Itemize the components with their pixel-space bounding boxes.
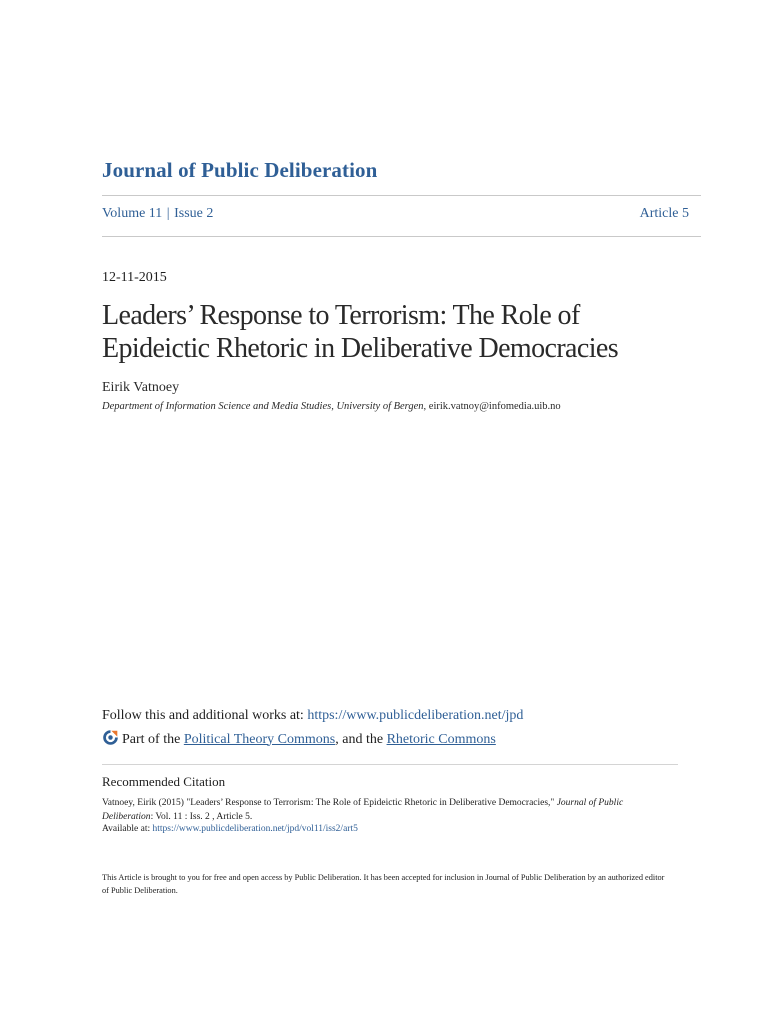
journal-url-link[interactable]: https://www.publicdeliberation.net/jpd [307, 708, 524, 723]
article-title-line-2: Epideictic Rhetoric in Deliberative Democracies [102, 333, 619, 364]
digital-commons-icon [102, 729, 119, 746]
rhetoric-commons-link[interactable]: Rhetoric Commons [386, 731, 496, 747]
political-theory-commons-link[interactable]: Political Theory Commons [183, 731, 336, 747]
follow-line [102, 708, 523, 724]
volume-link[interactable]: Volume 11 [102, 206, 163, 221]
available-label: Available at: [102, 824, 153, 834]
citation-tail: : Vol. 11 : Iss. 2 , Article 5. [150, 812, 253, 822]
issue-link[interactable]: Issue 2 [174, 206, 214, 221]
affiliation-text: Department of Information Science and Media Studies, University of Bergen [102, 401, 424, 412]
divider-mid [102, 236, 701, 237]
article-number-link[interactable]: Article 5 [639, 206, 689, 221]
volume-issue-separator: | [166, 206, 170, 221]
article-title-line-1: Leaders’ Response to Terrorism: The Role of [102, 300, 580, 331]
divider-citation [102, 764, 678, 765]
commons-line [102, 731, 496, 748]
author-email: , eirik.vatnoy@infomedia.uib.no [423, 401, 561, 412]
author-name: Eirik Vatnoey [102, 380, 180, 395]
citation-journal: Journal of Public Deliberation [102, 798, 624, 822]
author-affiliation [102, 401, 561, 412]
commons-middle: , and the [335, 731, 384, 747]
recommended-citation-heading: Recommended Citation [102, 774, 226, 789]
commons-prefix: Part of the [122, 731, 181, 747]
article-url-link[interactable]: https://www.publicdeliberation.net/jpd/vol11/iss2/art5 [152, 824, 358, 834]
divider-top [102, 195, 701, 196]
article-title [102, 299, 682, 365]
open-access-note: This Article is brought to you for free and open access by Public Deliberation. It has been accepted for inclusion in Journal of Public Deliberation by an authorized editor of Public Deliberation. [102, 873, 665, 895]
journal-title[interactable]: Journal of Public Deliberation [102, 158, 378, 182]
publication-date: 12-11-2015 [102, 270, 167, 285]
citation-text [102, 796, 662, 824]
volume-issue-line [102, 206, 213, 222]
available-at-line [102, 824, 358, 834]
citation-main: Vatnoey, Eirik (2015) "Leaders’ Response to Terrorism: The Role of Epideictic Rhetoric in Deliberative Democracies," [102, 798, 557, 808]
follow-label: Follow this and additional works at: [102, 708, 308, 723]
